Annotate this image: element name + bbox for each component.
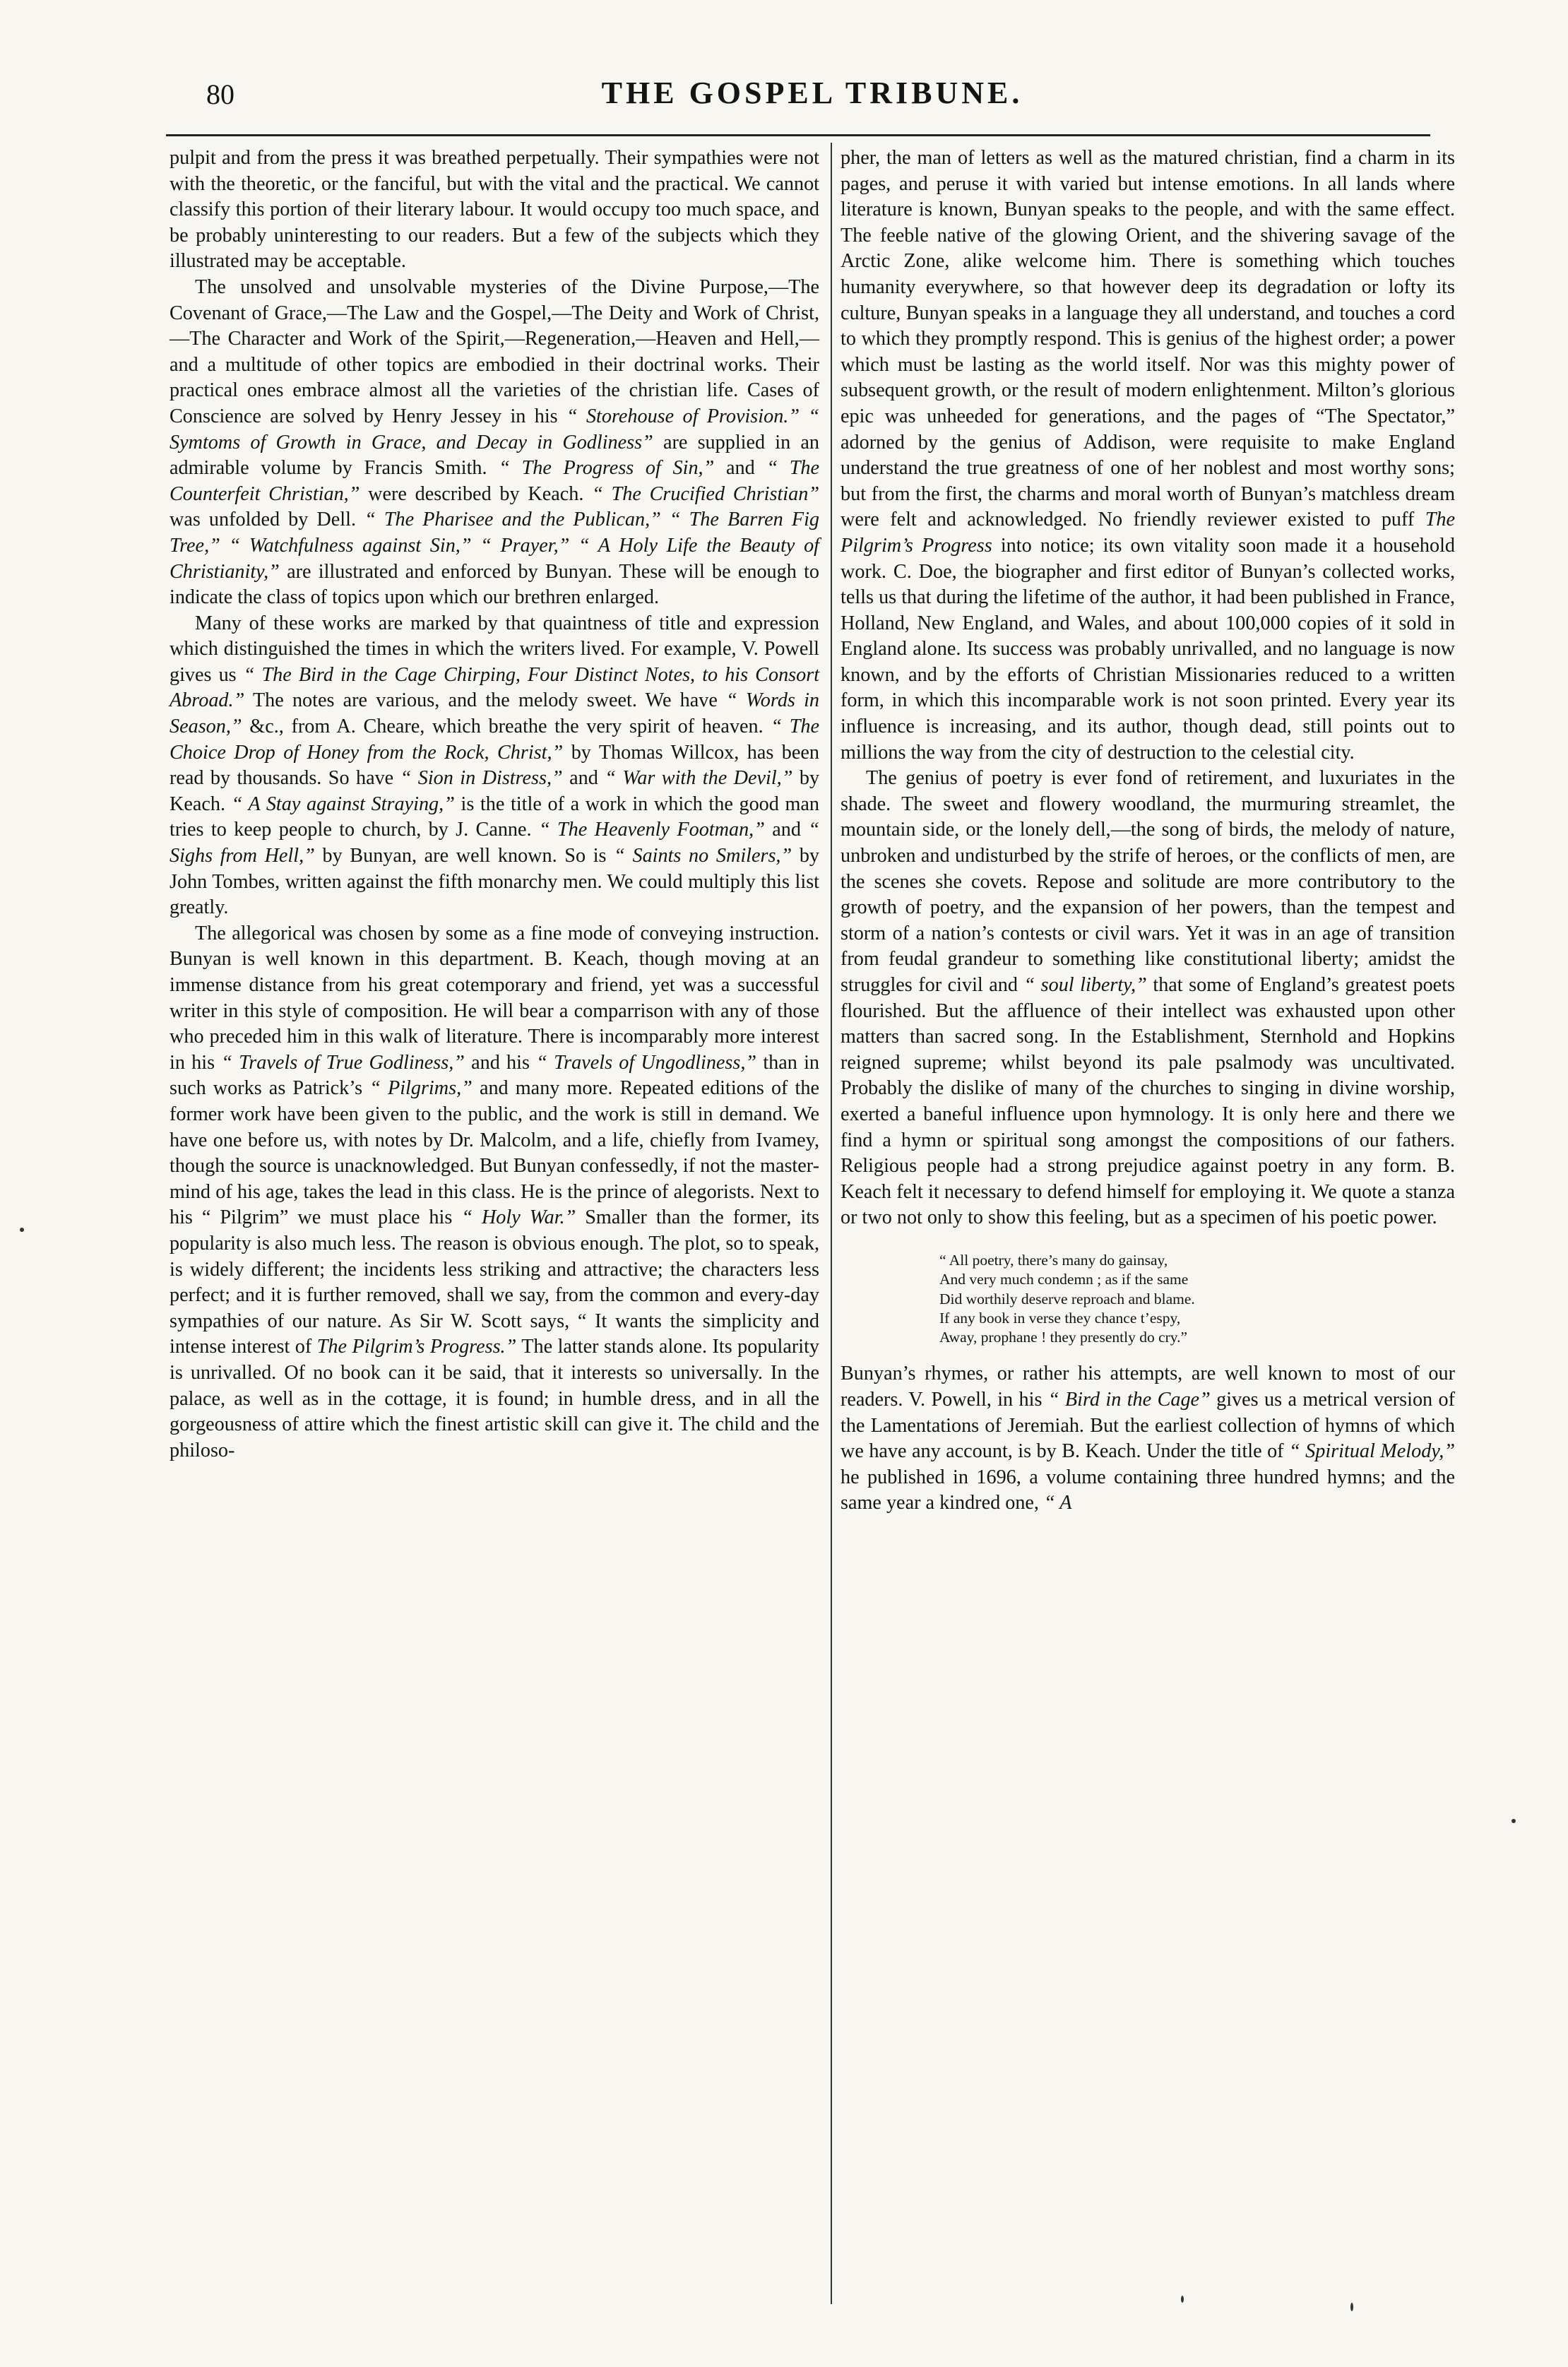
text-run: and xyxy=(725,457,755,480)
text-run: are supplied in an admirable volume by Francis Smith. xyxy=(170,431,820,480)
italic-title: “ Spiritual Melody,” xyxy=(1289,1440,1455,1463)
italic-title: “ A xyxy=(1044,1492,1072,1514)
paragraph xyxy=(841,1361,1455,1517)
italic-title: “ Symtoms of Growth in Grace, and Decay in Godliness” xyxy=(170,405,820,453)
italic-title: “ Travels of Ungodliness,” xyxy=(536,1051,757,1074)
italic-title: “ The Heavenly Footman,” xyxy=(538,819,765,841)
text-run: into notice; its own vitality soon made it a household work. C. Doe, the biographer and first editor of Bunyan’s collected works, tells us that during the lifetime of the author, it had been published in France, Holland, New England, and Wales, and about 100,000 copies of it sold in England alone. Its success was probably unrivalled, and no language is now known, and by the efforts of Christian Missionaries reduced to a written form, in which this incomparable work is not soon printed. Every year its influence is increasing, and its author, though dead, still points out to millions the way from the city of destruction to the celestial city. xyxy=(841,534,1455,764)
poem-line: And very much condemn ; as if the same xyxy=(939,1271,1189,1288)
italic-title: “ Sighs from Hell,” xyxy=(170,819,819,867)
paragraph xyxy=(170,275,819,611)
text-run: Bunyan’s rhymes, or rather his attempts, are well known to most of our readers. V. Powell, in his xyxy=(841,1363,1455,1411)
poem-stanza xyxy=(939,1251,1455,1347)
italic-title: “ Storehouse of Provision.” xyxy=(566,405,800,427)
text-run: and his xyxy=(471,1051,530,1074)
text-run: The genius of poetry is ever fond of retirement, and luxuriates in the shade. The sweet and flowery woodland, the murmuring streamlet, the mountain side, or the lonely dell,—the song of birds, the melody of nature, unbroken and undisturbed by the strife of heroes, or the conflicts of men, are the scenes she covets. Repose and solitude are more contributory to the growth of poetry, and the expansion of her powers, than the tempest and storm of a nation’s contests or civil wars. Yet it was in an age of transition from feudal grandeur to something like constitutional liberty; amidst the struggles for civil and xyxy=(841,767,1455,996)
paragraph xyxy=(170,921,819,1464)
text-run: The allegorical was chosen by some as a fine mode of conveying instruction. Bunyan is well known in this department. B. Keach, though moving at an immense distance from his great cotemporary and friend, yet was a successful writer in this style of composition. He will bear a comparrison with any of those who preceded him in this walk of literature. There is incomparably more interest in his xyxy=(170,922,819,1074)
paragraph xyxy=(841,766,1455,1231)
paragraph xyxy=(841,146,1455,766)
text-run: were described by Keach. xyxy=(368,482,584,505)
italic-title: “ Bird in the Cage” xyxy=(1047,1389,1211,1411)
italic-title: “ Travels of True Godliness,” xyxy=(221,1051,465,1074)
print-speck xyxy=(20,1228,24,1232)
italic-title: “ A Stay against Straying,” xyxy=(231,793,455,815)
text-run: was unfolded by Dell. xyxy=(170,509,357,531)
italic-title: “ soul liberty,” xyxy=(1023,974,1147,996)
italic-title: “ Pilgrims,” xyxy=(369,1077,473,1100)
left-column xyxy=(170,146,819,1464)
poem-line: If any book in verse they chance t’espy, xyxy=(939,1309,1181,1327)
italic-title: “ Sion in Distress,” xyxy=(400,767,563,790)
poem-line: Did worthily deserve reproach and blame. xyxy=(939,1290,1195,1307)
paragraph xyxy=(170,611,819,921)
text-run: The unsolved and unsolvable mysteries of the Divine Purpose,—The Covenant of Grace,—The Law and the Gospel,—The Deity and Work of Christ,—The Character and Work of the Spirit,—Regeneration,—Heaven and Hell,—and a multitude of other topics are embodied in their doctrinal works. Their practical ones embrace almost all the varieties of the christian life. Cases of Conscience are solved by Henry Jessey in his xyxy=(170,275,819,427)
text-run: is the title of a work in which the good man tries to keep people to church, by J. Canne. xyxy=(170,793,820,841)
print-speck xyxy=(1511,1819,1516,1823)
text-run: that some of England’s greatest poets flourished. But the affluence of their intellect was exhausted upon other matters than sacred song. In the Establishment, Sternhold and Hopkins reigned supreme; whilst beyond its pale psalmody was uncultivated. Probably the dislike of many of the churches to singing in divine worship, exerted a baneful influence upon hymnology. It is only here and there we find a hymn or spiritual song amongst the compositions of our fathers. Religious people had a strong prejudice against poetry in any form. B. Keach felt it necessary to defend himself for employing it. We quote a stanza or two not only to show this feeling, but as a specimen of his poetic power. xyxy=(841,974,1455,1229)
running-head: THE GOSPEL TRIBUNE. xyxy=(601,76,1023,110)
print-speck xyxy=(1350,2303,1353,2311)
right-column xyxy=(841,146,1455,1517)
italic-title: “ The Progress of Sin,” xyxy=(499,457,715,480)
text-run: The latter stands alone. Its popularity is unrivalled. Of no book can it be said, that it interests so universally. In the palace, as well as in the cottage, it is found; in humble dress, and in all the gorgeousness of attire which the finest artistic skill can give it. The child and the philoso- xyxy=(170,1336,820,1461)
page-number: 80 xyxy=(206,78,234,110)
text-run: are illustrated and enforced by Bunyan. These will be enough to indicate the class of topics upon which our brethren enlarged. xyxy=(170,560,820,609)
poem-line: “ All poetry, there’s many do gainsay, xyxy=(939,1251,1168,1269)
italic-title: “ War with the Devil,” xyxy=(605,767,793,790)
text-run: he published in 1696, a volume containing three hundred hymns; and the same year a kindred one, xyxy=(841,1466,1455,1514)
text-run: than in such works as Patrick’s xyxy=(170,1051,820,1100)
text-run: &c., from A. Cheare, which breathe the very spirit of heaven. xyxy=(249,716,764,738)
italic-title: The Pilgrim’s Progress.” xyxy=(316,1336,517,1358)
text-run: and many more. Repeated editions of the former work have been given to the public, and the work is still in demand. We have one before us, with notes by Dr. Malcolm, and a life, chiefly from Ivamey, though the source is unacknowledged. But Bunyan confessedly, if not the master-mind of his age, takes the lead in this class. He is the prince of alegorists. Next to his “ Pilgrim” we must place his xyxy=(170,1077,819,1229)
italic-title: “ The Counterfeit Christian,” xyxy=(170,457,820,505)
header-rule xyxy=(166,134,1430,136)
paragraph: pulpit and from the press it was breathed perpetually. Their sympathies were not with the theoretic, or the fanciful, but with the vital and the practical. We cannot classify this portion of their literary labour. It would occupy too much space, and be probably uninteresting to our readers. But a few of the subjects which they illustrated may be acceptable. xyxy=(170,147,819,273)
text-run: The notes are various, and the melody sweet. We have xyxy=(252,689,718,712)
text-run: by Keach. xyxy=(170,767,820,815)
italic-title: “ Words in Season,” xyxy=(170,689,819,738)
italic-title: “ The Pharisee and the Publican,” “ The Barren Fig Tree,” “ Watchfulness against Sin,” “ Prayer,” “ A Holy Life the Beauty of Christianity,” xyxy=(170,509,819,583)
poem-line: Away, prophane ! they presently do cry.” xyxy=(939,1329,1188,1346)
italic-title: “ The Choice Drop of Honey from the Rock, Christ,” xyxy=(170,716,820,764)
italic-title: “ Holy War.” xyxy=(461,1206,576,1229)
print-speck xyxy=(1181,2296,1184,2303)
text-run: Smaller than the former, its popularity is also much less. The reason is obvious enough. The plot, so to speak, is widely different; the incidents less striking and attractive; the characters less perfect; and it is further removed, shall we say, from the common and every-day sympathies of our nature. As Sir W. Scott says, “ It wants the simplicity and intense interest of xyxy=(170,1206,819,1358)
text-run: by John Tombes, written against the fifth monarchy men. We could multiply this list greatly. xyxy=(170,845,819,919)
italic-title: “ The Crucified Christian” xyxy=(592,482,819,505)
text-run: by Thomas Willcox, has been read by thousands. So have xyxy=(170,741,820,790)
text-run: gives us a metrical version of the Lamentations of Jeremiah. But the earliest collection of hymns of which we have any account, is by B. Keach. Under the title of xyxy=(841,1389,1456,1463)
column-divider xyxy=(831,143,832,2304)
text-run: by Bunyan, are well known. So is xyxy=(322,845,607,867)
text-run: and xyxy=(772,819,801,841)
text-run: Many of these works are marked by that quaintness of title and expression which distinguished the times in which the writers lived. For example, V. Powell gives us xyxy=(170,612,819,686)
text-run: and xyxy=(569,767,598,790)
italic-title: “ The Bird in the Cage Chirping, Four Distinct Notes, to his Consort Abroad.” xyxy=(170,663,820,712)
italic-title: “ Saints no Smilers,” xyxy=(614,845,792,867)
italic-title: The Pilgrim’s Progress xyxy=(841,509,1455,557)
text-run: pher, the man of letters as well as the matured christian, find a charm in its pages, and peruse it with varied but intense emotions. In all lands where literature is known, Bunyan speaks to the people, and with the same effect. The feeble native of the glowing Orient, and the shivering savage of the Arctic Zone, alike welcome him. There is something which touches humanity everywhere, so that however deep its degradation or lofty its culture, Bunyan speaks in a language they all understand, and touches a cord to which they promptly respond. This is genius of the highest order; a power which must be lasting as the world itself. Nor was this mighty power of subsequent growth, or the result of modern enlightenment. Milton’s glorious epic was unheeded for generations, and the pages of “The Spectator,” adorned by the genius of Addison, were requisite to make England understand the true greatness of one of her noblest and most worthy sons; but from the first, the charms and moral worth of Bunyan’s matchless dream were felt and acknowledged. No friendly reviewer existed to puff xyxy=(841,147,1455,531)
